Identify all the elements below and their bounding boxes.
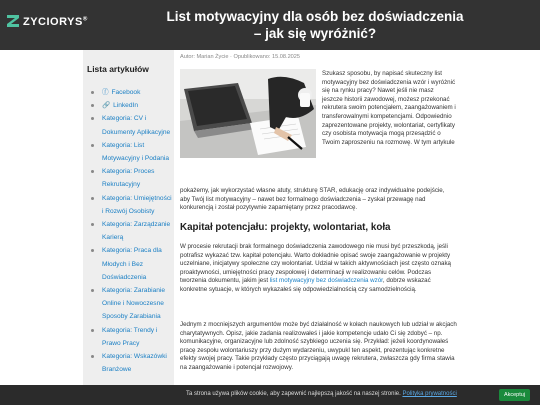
- logo-icon: [6, 14, 20, 28]
- site-logo[interactable]: [6, 14, 88, 28]
- sidebar-item-wskazowki[interactable]: [102, 350, 172, 376]
- article-list: [83, 86, 172, 376]
- sidebar-item-proces-rekrutacyjny[interactable]: [102, 165, 172, 191]
- section-heading: Kapitał potencjału: projekty, wolontariat, koła: [180, 222, 391, 233]
- sidebar-item-label: Kategoria: Zarabianie Online i Nowoczesne Sposoby Zarabiania: [102, 287, 166, 321]
- sidebar-item-label: Kategoria: Trendy i Prawo Pracy: [102, 326, 158, 347]
- link-icon: 🔗: [102, 102, 111, 110]
- sidebar-item-praca-dla-mlodych[interactable]: [102, 244, 172, 284]
- sidebar-title: Lista artykułów: [87, 64, 149, 74]
- facebook-icon: ⓕ: [102, 89, 109, 96]
- sidebar-item-facebook[interactable]: [102, 86, 172, 99]
- sidebar-item-list-motywacyjny[interactable]: [102, 139, 172, 165]
- sidebar-item-zarabianie-online[interactable]: [102, 284, 172, 324]
- left-gutter: [0, 50, 83, 405]
- logo-text: [23, 16, 88, 28]
- article-paragraph: [180, 243, 458, 295]
- intro-paragraph-part2: pokażemy, jak wykorzystać własne atuty, strukturę STAR, edukację oraz indywidualne podejście, aby Twój list motywacyjny – nawet bez formalnego doświadczenia – zyskał przewagę nad konkurencją i został pozytywnie zapamiętany przez pracodawcę.: [180, 187, 445, 212]
- sidebar-item-umiejetnosci[interactable]: [102, 192, 172, 218]
- cookie-text: [186, 391, 457, 397]
- photo-illustration: [180, 69, 316, 158]
- sidebar-item-label: Kategoria: Proces Rekrutacyjny: [102, 168, 155, 189]
- article-paragraph: Jednym z mocniejszych argumentów może być działalność w kołach naukowych lub udział w akcjach charytatywnych. Opisz, jakie zadania realizowałeś i jakie kompetencje udało Ci się zdobyć – np. komunikacyjne, organizacyjne lub zdolność szybkiego uczenia się. Przykład: jeżeli koordynowałeś pracę zespołu wolontariuszy przy dużym wydarzeniu, uwypukl ten aspekt, prezentując konkretne efekty swojej pracy. Takie przykłady często przyciągają uwagę rekrutera, zwłaszcza gdy firma stawia na zaangażowanie i potencjał rozwojowy.: [180, 321, 457, 371]
- article-meta: Autor: Marian Życie · Opublikowano: 15.08.2025: [180, 54, 301, 60]
- logo-trademark: ®: [82, 16, 88, 23]
- sidebar-item-label: Facebook: [111, 89, 141, 96]
- privacy-policy-link[interactable]: Polityka prywatności: [402, 391, 457, 397]
- sidebar-item-label: Kategoria: Umiejętności i Rozwój Osobisty: [102, 194, 172, 215]
- article-photo: [180, 69, 316, 158]
- paragraph-text: W procesie rekrutacji brak formalnego doświadczenia zawodowego nie musi być przeszkodą, jeśli potrafisz wykazać tzw. kapitał potencjału. Warto dokładnie opisać swoje zaangażowanie w projekty uczelniane, inicjatywy społeczne czy wolontariat. Udział w takich aktywnościach jest często oznaką proaktywności, umiejętności pracy zespołowej i determinacji w realizowaniu celów. Podczas tworzenia dokumentu, jakim jest: [180, 243, 451, 285]
- sidebar-item-label: Kategoria: Zarządzanie Karierą: [102, 221, 171, 242]
- sidebar-item-label: Kategoria: List Motywacyjny i Podania: [102, 141, 170, 163]
- right-gutter: [460, 50, 540, 405]
- sidebar-item-label: LinkedIn: [113, 102, 138, 110]
- sidebar-item-cv[interactable]: [102, 112, 172, 138]
- sidebar-item-label: Kategoria: Praca dla Młodych i Bez Doświadczenia: [102, 247, 162, 281]
- inline-article-link[interactable]: list motywacyjny bez doświadczenia wzór: [269, 277, 383, 285]
- sidebar-item-trendy[interactable]: [102, 324, 172, 350]
- accept-cookies-button[interactable]: Akceptuj: [499, 389, 530, 401]
- article-content: [174, 50, 460, 405]
- cookie-banner: [0, 385, 540, 405]
- logo-wordmark: ZYCIORYS: [23, 16, 83, 28]
- cookie-message: Ta strona używa plików cookie, aby zapewnić najlepszą jakość na naszej stronie.: [186, 391, 401, 397]
- sidebar: [83, 50, 174, 405]
- sidebar-item-linkedin[interactable]: [102, 99, 172, 112]
- paragraph-text: , dobrze wskazać konkretne sytuacje, w których wykazałeś się odpowiedzialnością czy samodzielnością.: [180, 277, 431, 293]
- site-header: [0, 0, 540, 50]
- sidebar-item-zarzadzanie-kariera[interactable]: [102, 218, 172, 244]
- sidebar-item-label: Kategoria: CV i Dokumenty Aplikacyjne: [102, 115, 171, 136]
- intro-paragraph-part1: Szukasz sposobu, by napisać skuteczny list motywacyjny bez doświadczenia wzór i wyróżnić się na rynku pracy? Nawet jeśli nie masz jeszcze historii zawodowej, możesz przekonać rekrutera swoim potencjałem, zaangażowaniem i transferowalnymi kompetencjami. Odpowiednio zaprezentowane projekty, wolontariat, certyfikaty czy osobista motywacja mogą przesądzić o Twoim zaproszeniu na rozmowę. W tym artykule: [322, 70, 456, 146]
- page-title: List motywacyjny dla osób bez doświadczenia – jak się wyróżnić?: [166, 9, 464, 41]
- sidebar-item-label: Kategoria: Wskazówki Branżowe: [102, 353, 167, 374]
